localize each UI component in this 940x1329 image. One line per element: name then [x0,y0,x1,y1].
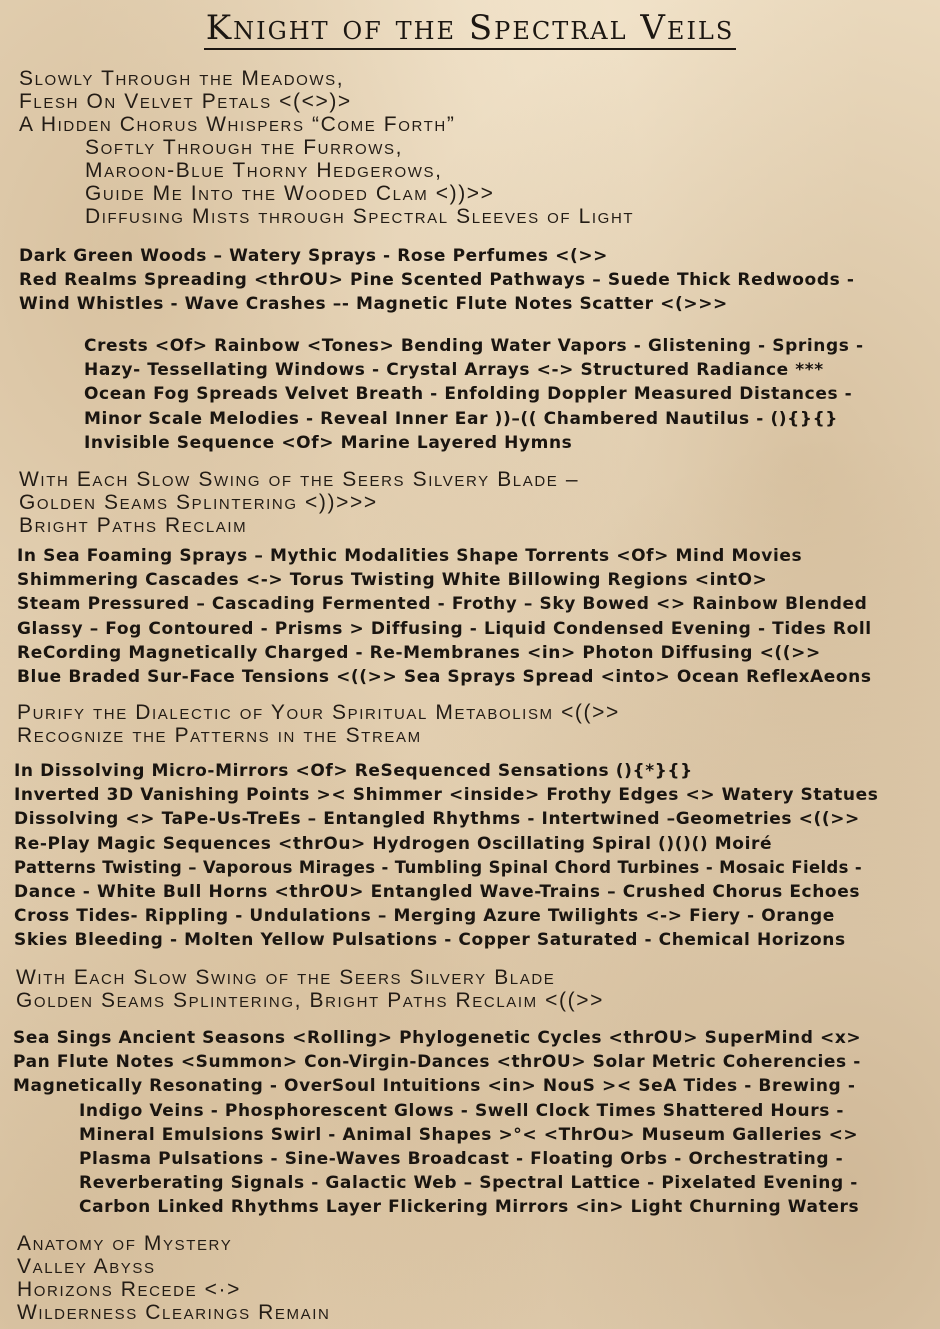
verse-line: Pan Flute Notes <Summon> Con-Virgin-Dances <thrOU> Solar Metric Coherencies - [13,1052,861,1073]
verse-line: Red Realms Spreading <thrOU> Pine Scented Pathways – Suede Thick Redwoods - [19,270,855,291]
verse-line: Mineral Emulsions Swirl - Animal Shapes >°< <ThrOu> Museum Galleries <> [79,1124,859,1145]
verse-line: Glassy – Fog Contoured - Prisms > Diffusing - Liquid Condensed Evening - Tides Roll [17,618,872,639]
stanza-7 [14,759,878,953]
verse-line: Dark Green Woods – Watery Sprays - Rose Perfumes <(>> [19,246,609,266]
verse-line: Dissolving <> TaPe-Us-TreEs – Entangled Rhythms - Intertwined –Geometries <((>> [14,809,860,830]
verse-line: Carbon Linked Rhythms Layer Flickering Mirrors <in> Light Churning Waters [79,1197,860,1218]
verse-line: Indigo Veins - Phosphorescent Glows - Swell Clock Times Shattered Hours - [79,1100,845,1121]
verse-line: In Dissolving Micro-Mirrors <Of> ReSequenced Sensations (){*}{} [14,761,693,781]
verse-line: With Each Slow Swing of the Seers Silvery Blade [16,966,556,989]
verse-line: With Each Slow Swing of the Seers Silvery Blade – [19,468,580,491]
stanza-2 [19,244,855,317]
stanza-3 [84,334,864,455]
verse-line: Bright Paths Reclaim [19,514,248,537]
verse-line: Cross Tides- Rippling - Undulations – Merging Azure Twilights <-> Fiery - Orange [14,906,835,927]
poem-title: Knight of the Spectral Veils [205,8,735,48]
verse-line: Flesh On Velvet Petals <(<>)> [19,90,352,113]
verse-line: Magnetically Resonating - OverSoul Intuitions <in> NouS >< SeA Tides - Brewing - [13,1076,856,1097]
verse-line: Golden Seams Splintering <))>>> [19,491,378,514]
verse-line: Anatomy of Mystery [17,1232,233,1255]
stanza-6 [17,701,620,747]
verse-line: Hazy- Tessellating Windows - Crystal Arrays <-> Structured Radiance *** [84,360,824,381]
verse-line: Diffusing Mists through Spectral Sleeves of Light [85,205,635,228]
verse-line: Plasma Pulsations - Sine-Waves Broadcast - Floating Orbs - Orchestrating - [79,1149,844,1170]
verse-line: Ocean Fog Spreads Velvet Breath - Enfolding Doppler Measured Distances - [84,384,853,405]
verse-line: Re-Play Magic Sequences <thrOu> Hydrogen Oscillating Spiral ()()() Moiré [14,833,773,854]
verse-line: Crests <Of> Rainbow <Tones> Bending Water Vapors - Glistening - Springs - [84,336,864,356]
verse-line: Patterns Twisting – Vaporous Mirages - Tumbling Spinal Chord Turbines - Mosaic Fields - [14,857,863,877]
verse-line: Wind Whistles - Wave Crashes –- Magnetic Flute Notes Scatter <(>>> [19,294,728,315]
verse-line: Wilderness Clearings Remain [17,1301,331,1324]
verse-line: Guide Me Into the Wooded Clam <))>> [85,182,495,205]
verse-line: Sea Sings Ancient Seasons <Rolling> Phylogenetic Cycles <thrOU> SuperMind <x> [13,1028,862,1048]
stanza-1 [19,67,634,228]
verse-line: A Hidden Chorus Whispers “Come Forth” [19,113,456,136]
verse-line: Inverted 3D Vanishing Points >< Shimmer <inside> Frothy Edges <> Watery Statues [14,785,879,806]
verse-line: Blue Braded Sur-Face Tensions <((>> Sea Sprays Spread <into> Ocean ReflexAeons [17,667,872,688]
verse-line: Minor Scale Melodies - Reveal Inner Ear ))–(( Chambered Nautilus - (){}{} [84,408,838,429]
verse-line: Steam Pressured – Cascading Fermented - Frothy – Sky Bowed <> Rainbow Blended [17,594,868,615]
stanza-9 [13,1026,861,1220]
verse-line: In Sea Foaming Sprays – Mythic Modalities Shape Torrents <Of> Mind Movies [17,546,803,566]
verse-line: Valley Abyss [17,1255,156,1278]
verse-line: Skies Bleeding - Molten Yellow Pulsations - Copper Saturated - Chemical Horizons [14,930,846,951]
stanza-5 [17,544,872,689]
verse-line: Horizons Recede <·> [17,1278,241,1301]
verse-line: Shimmering Cascades <-> Torus Twisting White Billowing Regions <intO> [17,570,768,591]
verse-line: ReCording Magnetically Charged - Re-Membranes <in> Photon Diffusing <((>> [17,642,821,663]
stanza-10 [17,1232,330,1324]
verse-line: Golden Seams Splintering, Bright Paths Reclaim <((>> [16,989,604,1012]
stanza-4 [19,468,579,537]
verse-line: Slowly Through the Meadows, [19,67,345,90]
stanza-8 [16,966,604,1012]
verse-line: Maroon-Blue Thorny Hedgerows, [85,159,443,182]
verse-line: Reverberating Signals - Galactic Web – Spectral Lattice - Pixelated Evening - [79,1173,858,1194]
verse-line: Softly Through the Furrows, [85,136,404,159]
verse-line: Dance - White Bull Horns <thrOU> Entangled Wave-Trains – Crushed Chorus Echoes [14,882,861,903]
verse-line: Purify the Dialectic of Your Spiritual Metabolism <((>> [17,701,620,724]
verse-line: Invisible Sequence <Of> Marine Layered Hymns [84,432,573,453]
verse-line: Recognize the Patterns in the Stream [17,724,422,747]
